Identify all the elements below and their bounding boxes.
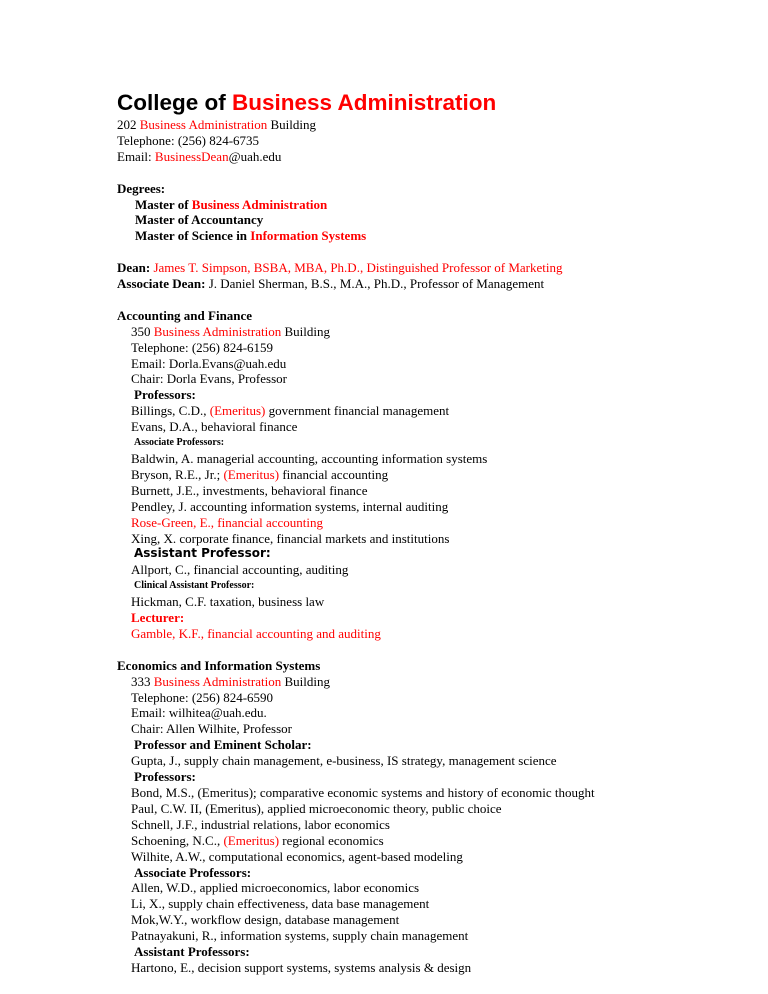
faculty-item: Pendley, J. accounting information systems, internal auditing [131, 498, 449, 514]
section-heading-accounting: Accounting and Finance [117, 307, 253, 323]
college-address: 202 Business Administration Building [117, 117, 316, 132]
degrees-heading: Degrees: [117, 180, 166, 196]
faculty-item: Bryson, R.E., Jr.; (Emeritus) financial accounting [131, 466, 389, 482]
section-heading-economics: Economics and Information Systems [117, 657, 321, 673]
associate-dean-line: Associate Dean: J. Daniel Sherman, B.S., M.A., Ph.D., Professor of Management [117, 276, 545, 292]
economics-professors-heading: Professors: [134, 769, 196, 785]
degree-msis: Master of Science in Information Systems [135, 228, 367, 244]
college-email[interactable]: Email: BusinessDean@uah.edu [117, 148, 282, 164]
accounting-address: 350 Business Administration Building [131, 323, 330, 339]
faculty-item: Paul, C.W. II, (Emeritus), applied microeconomic theory, public choice [131, 800, 502, 816]
faculty-item: Mok,W.Y., workflow design, database management [131, 912, 400, 928]
faculty-item: Baldwin, A. managerial accounting, accounting information systems [131, 450, 488, 466]
economics-chair: Chair: Allen Wilhite, Professor [131, 721, 292, 737]
accounting-telephone: Telephone: (256) 824-6159 [131, 339, 274, 355]
dean-line: Dean: James T. Simpson, BSBA, MBA, Ph.D., Distinguished Professor of Marketing [117, 260, 563, 276]
page-title [117, 90, 737, 116]
faculty-item: Schnell, J.F., industrial relations, labor economics [131, 816, 390, 832]
faculty-item: Li, X., supply chain effectiveness, data base management [131, 896, 430, 912]
faculty-item: Billings, C.D., (Emeritus) government financial management [131, 403, 450, 419]
economics-address: 333 Business Administration Building [131, 673, 330, 689]
college-telephone: Telephone: (256) 824-6735 [117, 132, 260, 148]
accounting-email[interactable]: Email: Dorla.Evans@uah.edu [131, 355, 287, 371]
title-prefix: College of [117, 90, 233, 115]
faculty-item: Schoening, N.C., (Emeritus) regional economics [131, 832, 384, 848]
faculty-item: Hickman, C.F. taxation, business law [131, 594, 325, 610]
economics-telephone: Telephone: (256) 824-6590 [131, 689, 274, 705]
faculty-item: Rose-Green, E., financial accounting [131, 514, 324, 530]
economics-section [117, 674, 737, 976]
accounting-section [117, 324, 737, 642]
document-page [117, 90, 737, 976]
faculty-item: Patnayakuni, R., information systems, supply chain management [131, 928, 469, 944]
faculty-item: Evans, D.A., behavioral finance [131, 419, 298, 435]
accounting-chair: Chair: Dorla Evans, Professor [131, 371, 287, 387]
accounting-professors-heading: Professors: [134, 387, 196, 403]
degree-mba: Master of Business Administration [135, 196, 328, 212]
accounting-lecturer-heading: Lecturer: [131, 610, 185, 626]
economics-email[interactable]: Email: wilhitea@uah.edu. [131, 705, 267, 721]
economics-eminent-heading: Professor and Eminent Scholar: [134, 737, 312, 753]
economics-assistant-heading: Assistant Professors: [134, 944, 250, 960]
faculty-item: Gamble, K.F., financial accounting and auditing [131, 625, 381, 641]
faculty-item: Burnett, J.E., investments, behavioral finance [131, 482, 368, 498]
title-highlight: Business Administration [232, 90, 497, 115]
faculty-item: Bond, M.S., (Emeritus); comparative economic systems and history of economic thought [131, 785, 595, 800]
faculty-item: Gupta, J., supply chain management, e-business, IS strategy, management science [131, 753, 557, 769]
economics-associate-heading: Associate Professors: [134, 864, 252, 880]
degree-macc: Master of Accountancy [135, 212, 264, 228]
accounting-assistant-heading: Assistant Professor: [134, 546, 271, 561]
accounting-clinical-heading: Clinical Assistant Professor: [134, 580, 255, 592]
faculty-item: Xing, X. corporate finance, financial markets and institutions [131, 530, 450, 546]
faculty-item: Hartono, E., decision support systems, systems analysis & design [131, 959, 472, 975]
faculty-item: Allport, C., financial accounting, auditing [131, 562, 349, 578]
faculty-item: Wilhite, A.W., computational economics, agent-based modeling [131, 848, 463, 864]
accounting-associate-heading: Associate Professors: [134, 437, 225, 449]
faculty-item: Allen, W.D., applied microeconomics, labor economics [131, 880, 420, 896]
